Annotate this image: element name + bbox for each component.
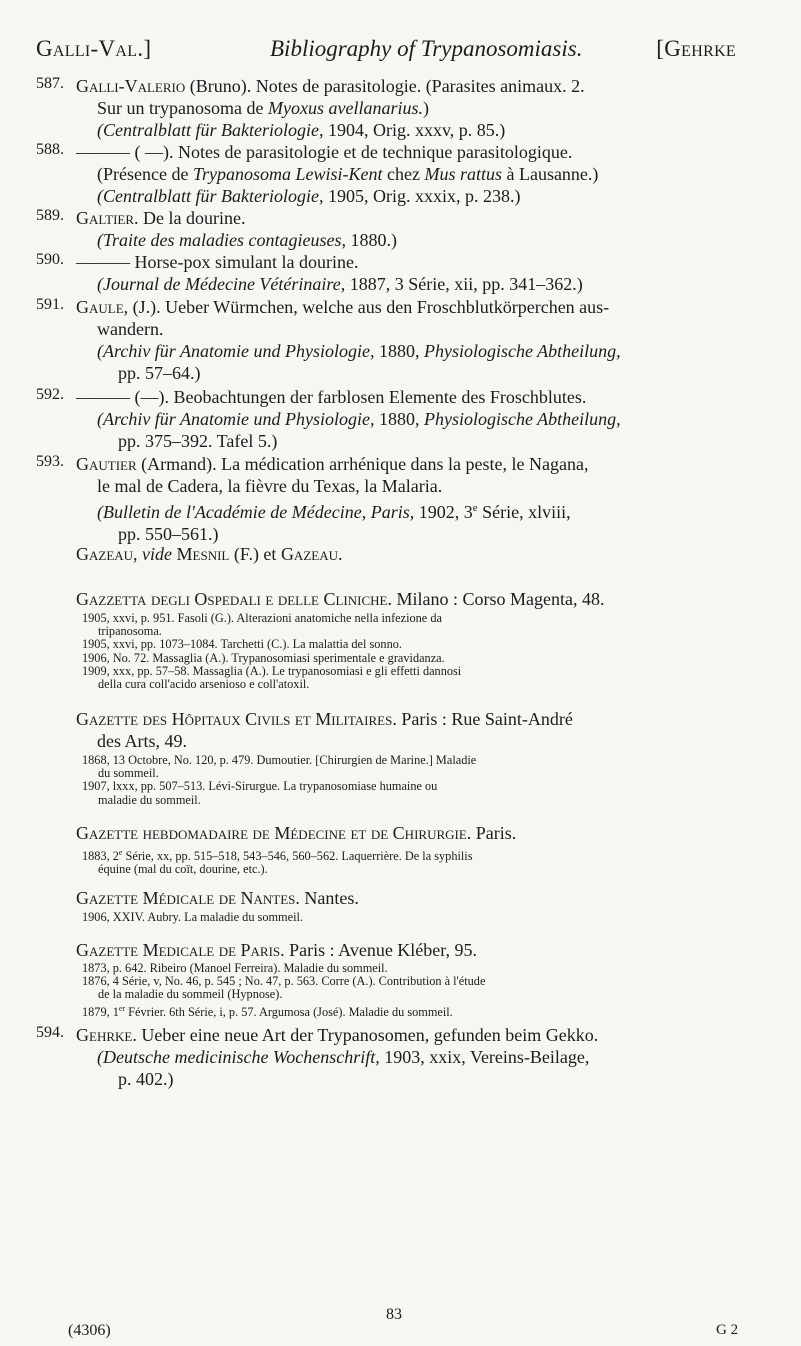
entry-line: ——— Horse-pox simulant la dourine.: [76, 252, 359, 272]
author-name: Gaule,: [76, 297, 129, 317]
entry-line: Sur un trypanosoma de: [97, 98, 268, 118]
journal-address: Nantes.: [299, 888, 359, 908]
journal-address: Paris : Rue Saint-André: [396, 709, 573, 729]
article-line: 1868, 13 Octobre, No. 120, p. 479. Dumoutier. [Chirurgien de Marine.] Maladie: [82, 753, 477, 767]
entry-line: chez: [382, 164, 425, 184]
citation-details: 1904, Orig. xxxv, p. 85.): [323, 120, 506, 140]
journal-title: (Archiv für Anatomie und Physiologie,: [97, 409, 375, 429]
author-name: Galtier.: [76, 208, 139, 228]
running-header: [36, 36, 736, 68]
entry-text: [76, 543, 766, 565]
entry-text: [76, 588, 766, 610]
entry-line: (F.) et: [229, 544, 281, 564]
header-title: Bibliography of Trypanosomiasis.: [270, 36, 583, 61]
entry-text: [76, 75, 766, 141]
entry-line: (Présence de: [97, 164, 193, 184]
journal-name: Gazette Médicale de Nantes.: [76, 888, 300, 908]
journal-name: Gazette hebdomadaire de Médecine et de Chirurgie.: [76, 823, 472, 843]
journal-title: (Deutsche medicinische Wochenschrift,: [97, 1047, 380, 1067]
journal-address: Milano : Corso Magenta, 48.: [391, 589, 605, 609]
article-line: 1883, 2: [82, 849, 119, 864]
citation-details: Série, xlviii,: [477, 502, 571, 522]
article-line: Février. 6th Série, i, p. 57. Argumosa (José). Maladie du sommeil.: [125, 1004, 453, 1019]
article-line: 1905, xxvi, p. 951. Fasoli (G.). Alterazioni anatomiche nella infezione da: [82, 611, 442, 625]
citation-details: 1887, 3 Série, xii, pp. 341–362.): [345, 274, 583, 294]
author-name: Galli-Valerio: [76, 76, 186, 96]
citation-details: 1880.): [345, 230, 397, 250]
species-name: Myoxus avellanarius.: [267, 98, 423, 118]
entry-text: [76, 708, 766, 752]
citation-pages: pp. 550–561.): [118, 524, 219, 544]
entry-number: 594.: [36, 1024, 64, 1041]
journal-name: Gazzetta degli Ospedali e delle Cliniche.: [76, 589, 392, 609]
entry-text: [76, 453, 766, 545]
entry-line: (Armand). La médication arrhénique dans la peste, le Nagana,: [136, 454, 589, 474]
journal-address: Paris : Avenue Kléber, 95.: [284, 940, 478, 960]
gazette-paris-articles: [82, 962, 762, 1019]
article-line: Série, xx, pp. 515–518, 543–546, 560–562. Laquerrière. De la syphilis: [122, 849, 473, 864]
entry-number: 587.: [36, 75, 64, 92]
entry-number: 592.: [36, 386, 64, 403]
print-code: (4306): [68, 1322, 111, 1339]
entry-line: Ueber eine neue Art der Trypanosomen, gefunden beim Gekko.: [136, 1025, 599, 1045]
journal-title: (Traite des maladies contagieuses,: [97, 230, 346, 250]
vide-label: vide: [137, 544, 177, 564]
entry-number: 590.: [36, 251, 64, 268]
journal-name: Gazette des Hôpitaux Civils et Militaires.: [76, 709, 397, 729]
citation-details: 1905, Orig. xxxix, p. 238.): [323, 186, 521, 206]
entry-text: [76, 141, 766, 207]
journal-name: Gazette Medicale de Paris.: [76, 940, 285, 960]
entry-line: ): [422, 98, 429, 118]
entry-text: [76, 296, 766, 384]
entry-text: [76, 939, 766, 961]
gazzetta-ospedali-articles: [82, 612, 762, 691]
superscript: e: [472, 502, 478, 514]
header-right: [Gehrke: [656, 36, 736, 61]
superscript: er: [118, 1003, 126, 1013]
author-name: Gazeau.: [280, 544, 343, 564]
citation-details: 1880,: [374, 341, 424, 361]
entry-line: ——— (—). Beobachtungen der farblosen Elemente des Froschblutes.: [76, 387, 587, 407]
header-left: Galli-Val.]: [36, 36, 152, 61]
citation-details: 1902, 3: [414, 502, 473, 522]
journal-address: des Arts, 49.: [97, 731, 187, 751]
entry-line: De la dourine.: [138, 208, 246, 228]
entry-line: à Lausanne.): [501, 164, 599, 184]
entry-number: 588.: [36, 141, 64, 158]
journal-section: Physiologische Abtheilung,: [423, 409, 621, 429]
gazette-hopitaux-articles: [82, 754, 762, 807]
entry-line: wandern.: [97, 319, 164, 339]
page-number: 83: [386, 1306, 402, 1323]
author-name: Mesnil: [176, 544, 230, 564]
author-name: Gazeau,: [76, 544, 138, 564]
journal-title: (Archiv für Anatomie und Physiologie,: [97, 341, 375, 361]
article-line: 1879, 1: [82, 1004, 119, 1019]
article-line: 1909, xxx, pp. 57–58. Massaglia (A.). Le trypanosomiasi e gli effetti dannosi: [82, 663, 462, 678]
entry-number: 591.: [36, 296, 64, 313]
article-line: tripanosoma.: [98, 624, 162, 639]
author-name: Gautier: [76, 454, 137, 474]
journal-title: (Centralblatt für Bakteriologie,: [97, 186, 324, 206]
entry-text: [76, 386, 766, 452]
article-line: maladie du sommeil.: [98, 792, 201, 807]
journal-title: (Bulletin de l'Académie de Médecine, Paris,: [97, 502, 415, 522]
article-line: della cura coll'acido arsenioso e coll'atoxil.: [98, 677, 310, 692]
journal-title: (Centralblatt für Bakteriologie,: [97, 120, 324, 140]
journal-address: Paris.: [471, 823, 517, 843]
entry-line: ——— ( —). Notes de parasitologie et de technique parasitologique.: [76, 142, 573, 162]
article-line: du sommeil.: [98, 766, 159, 781]
entry-text: [76, 887, 766, 909]
article-line: de la maladie du sommeil (Hypnose).: [98, 987, 283, 1002]
article-line: 1906, No. 72. Massaglia (A.). Trypanosomiasi sperimentale e gravidanza.: [82, 650, 445, 665]
species-name: Mus rattus: [424, 164, 502, 184]
entry-text: [76, 1024, 766, 1090]
author-name: Gehrke.: [76, 1025, 137, 1045]
entry-line: (J.). Ueber Würmchen, welche aus den Froschblutkörperchen aus-: [128, 297, 610, 317]
superscript: e: [118, 848, 123, 857]
article-line: 1876, 4 Série, v, No. 46, p. 545 ; No. 47, p. 563. Corre (A.). Contribution à l'étude: [82, 974, 486, 989]
citation-details: 1880,: [374, 409, 424, 429]
article-line: 1905, xxvi, pp. 1073–1084. Tarchetti (C.). La malattia del sonno.: [82, 637, 402, 652]
entry-number: 593.: [36, 453, 64, 470]
entry-line: (Bruno). Notes de parasitologie. (Parasites animaux. 2.: [185, 76, 585, 96]
entry-line: le mal de Cadera, la fièvre du Texas, la Malaria.: [97, 476, 443, 496]
article-line: 1907, lxxx, pp. 507–513. Lévi-Sirurgue. La trypanosomiase humaine ou: [82, 779, 438, 794]
citation-pages: p. 402.): [118, 1069, 174, 1089]
journal-section: Physiologische Abtheilung,: [423, 341, 621, 361]
journal-title: (Journal de Médecine Vétérinaire,: [97, 274, 346, 294]
gazette-hebdomadaire-articles: [82, 846, 762, 877]
entry-text: [76, 822, 766, 844]
gazette-nantes-articles: [82, 911, 762, 924]
article-line: 1873, p. 642. Ribeiro (Manoel Ferreira). Maladie du sommeil.: [82, 961, 388, 975]
signature-mark: G 2: [716, 1322, 739, 1338]
species-name: Trypanosoma Lewisi-Kent: [192, 164, 383, 184]
citation-pages: pp. 57–64.): [118, 363, 201, 383]
entry-text: [76, 207, 766, 251]
entry-text: [76, 251, 766, 295]
article-line: équine (mal du coït, dourine, etc.).: [98, 862, 268, 877]
article-line: 1906, XXIV. Aubry. La maladie du sommeil.: [82, 910, 303, 924]
citation-pages: pp. 375–392. Tafel 5.): [118, 431, 278, 451]
entry-number: 589.: [36, 207, 64, 224]
citation-details: 1903, xxix, Vereins-Beilage,: [379, 1047, 590, 1067]
